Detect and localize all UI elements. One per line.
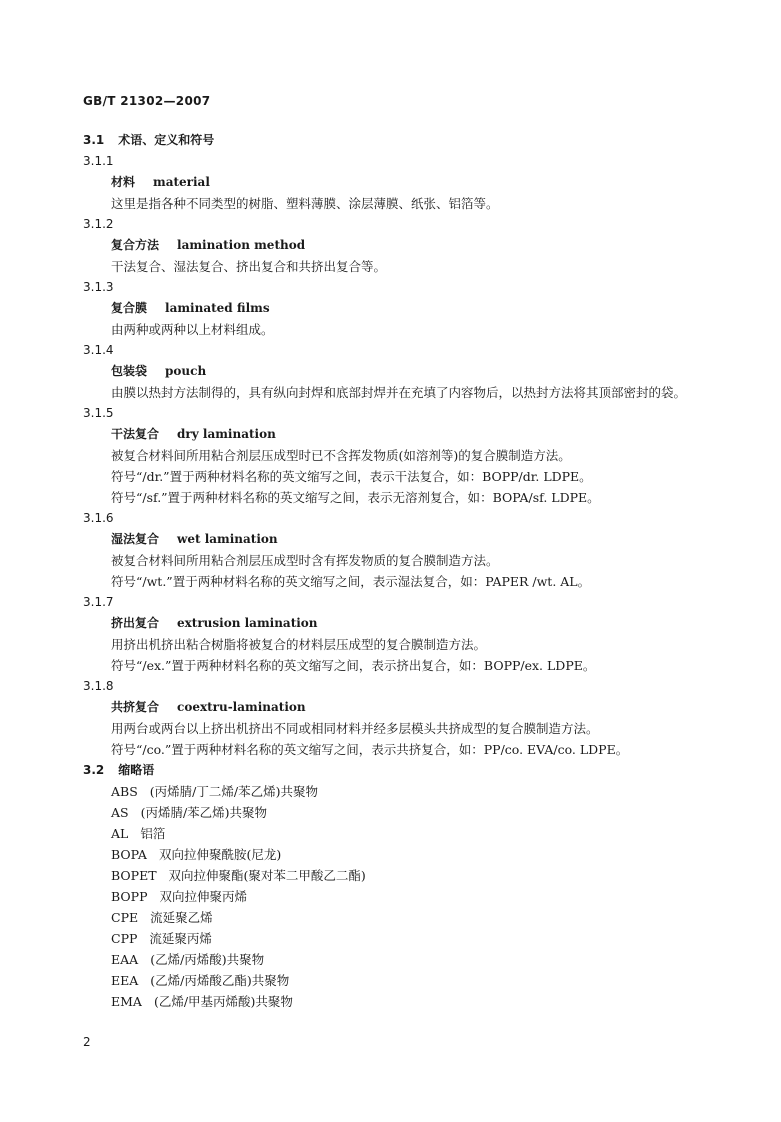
- term-name-cn: 包装袋: [111, 364, 148, 378]
- term-name-en: dry lamination: [177, 427, 276, 441]
- term-name-cn: 共挤复合: [111, 700, 160, 714]
- term-number: 3.1.7: [83, 595, 114, 609]
- term-name-en: coextru-lamination: [177, 700, 306, 714]
- definition-text: 这里是指各种不同类型的树脂、塑料薄膜、涂层薄膜、纸张、铝箔等。: [111, 196, 499, 211]
- definition-text: 由两种或两种以上材料组成。: [111, 322, 274, 337]
- term-name-cn: 复合膜: [111, 301, 148, 315]
- abbreviation-item: [83, 928, 708, 949]
- abbreviation-code: BOPET: [111, 868, 157, 883]
- abbreviation-code: EMA: [111, 994, 142, 1009]
- term-name-cn: 复合方法: [111, 238, 160, 252]
- abbreviation-item: [83, 844, 708, 865]
- term-name-cn: 干法复合: [111, 427, 160, 441]
- abbreviation-code: AS: [111, 805, 129, 820]
- abbreviation-item: [83, 970, 708, 991]
- definition-text: 符号“/sf.”置于两种材料名称的英文缩写之间，表示无溶剂复合，如：BOPA/sf. LDPE。: [111, 490, 600, 505]
- definition-text: 符号“/dr.”置于两种材料名称的英文缩写之间，表示干法复合，如：BOPP/dr. LDPE。: [111, 469, 592, 484]
- definition-text: 符号“/co.”置于两种材料名称的英文缩写之间，表示共挤复合，如：PP/co. EVA/co. LDPE。: [111, 742, 629, 757]
- term-number: 3.1.3: [83, 280, 114, 294]
- term-name-en: laminated films: [165, 301, 270, 315]
- abbreviation-description: (乙烯/丙烯酸)共聚物: [150, 952, 265, 967]
- section-number: 3.2: [83, 763, 105, 777]
- definition-text: 用两台或两台以上挤出机挤出不同或相同材料并经多层模头共挤成型的复合膜制造方法。: [111, 721, 599, 736]
- term-number: 3.1.6: [83, 511, 114, 525]
- abbreviation-list: [83, 781, 708, 1012]
- abbreviation-item: [83, 991, 708, 1012]
- abbreviation-code: EEA: [111, 973, 139, 988]
- terms-list: [83, 151, 708, 760]
- term-heading: [83, 235, 708, 256]
- abbreviation-item: [83, 781, 708, 802]
- definition-text: 符号“/wt.”置于两种材料名称的英文缩写之间，表示湿法复合，如：PAPER /wt. AL。: [111, 574, 591, 589]
- abbreviation-item: [83, 907, 708, 928]
- abbreviation-description: (乙烯/丙烯酸乙酯)共聚物: [150, 973, 290, 988]
- abbreviation-item: [83, 949, 708, 970]
- abbreviation-code: AL: [111, 826, 129, 841]
- definition-text: 被复合材料间所用粘合剂层压成型时含有挥发物质的复合膜制造方法。: [111, 553, 499, 568]
- term-heading: [83, 172, 708, 193]
- term-name-cn: 挤出复合: [111, 616, 160, 630]
- term-number: 3.1.2: [83, 217, 114, 231]
- abbreviation-item: [83, 823, 708, 844]
- definition-text: 用挤出机挤出粘合树脂将被复合的材料层压成型的复合膜制造方法。: [111, 637, 487, 652]
- abbreviation-description: 双向拉伸聚酯(聚对苯二甲酸乙二酯): [168, 868, 366, 883]
- term-heading: [83, 697, 708, 718]
- section-heading-3-2: [83, 760, 708, 781]
- abbreviation-description: 流延聚乙烯: [150, 910, 213, 925]
- definition-text: 干法复合、湿法复合、挤出复合和共挤出复合等。: [111, 259, 387, 274]
- section-title: 术语、定义和符号: [118, 133, 215, 147]
- term-number: 3.1.4: [83, 343, 114, 357]
- page-number: 2: [83, 1035, 91, 1049]
- term-name-en: extrusion lamination: [177, 616, 318, 630]
- term-heading: [83, 529, 708, 550]
- term-heading: [83, 298, 708, 319]
- abbreviation-description: (乙烯/甲基丙烯酸)共聚物: [153, 994, 293, 1009]
- abbreviation-description: (丙烯腈/苯乙烯)共聚物: [140, 805, 268, 820]
- term-name-en: wet lamination: [177, 532, 278, 546]
- term-name-en: material: [153, 175, 210, 189]
- term-heading: [83, 424, 708, 445]
- term-number: 3.1.8: [83, 679, 114, 693]
- definition-text: 由膜以热封方法制得的，具有纵向封焊和底部封焊并在充填了内容物后，以热封方法将其顶部密封的袋。: [111, 385, 687, 400]
- abbreviation-item: [83, 865, 708, 886]
- abbreviation-description: 铝箔: [140, 826, 166, 841]
- abbreviation-code: CPP: [111, 931, 138, 946]
- abbreviation-code: CPE: [111, 910, 139, 925]
- term-heading: [83, 361, 708, 382]
- abbreviation-code: BOPP: [111, 889, 148, 904]
- abbreviation-description: 双向拉伸聚酰胺(尼龙): [158, 847, 282, 862]
- definition-text: 符号“/ex.”置于两种材料名称的英文缩写之间，表示挤出复合，如：BOPP/ex. LDPE。: [111, 658, 596, 673]
- abbreviation-code: ABS: [111, 784, 138, 799]
- term-heading: [83, 613, 708, 634]
- section-number: 3.1: [83, 133, 105, 147]
- abbreviation-description: (丙烯腈/丁二烯/苯乙烯)共聚物: [149, 784, 318, 799]
- standard-number: GB/T 21302—2007: [83, 94, 211, 108]
- abbreviation-description: 双向拉伸聚丙烯: [159, 889, 248, 904]
- definition-text: 被复合材料间所用粘合剂层压成型时已不含挥发物质(如溶剂等)的复合膜制造方法。: [111, 448, 571, 463]
- term-name-en: lamination method: [177, 238, 306, 252]
- term-number: 3.1.1: [83, 154, 114, 168]
- term-name-cn: 湿法复合: [111, 532, 160, 546]
- abbreviation-item: [83, 886, 708, 907]
- term-name-cn: 材料: [111, 175, 136, 189]
- section-title: 缩略语: [118, 763, 155, 777]
- abbreviation-description: 流延聚丙烯: [149, 931, 212, 946]
- abbreviation-code: BOPA: [111, 847, 147, 862]
- abbreviation-code: EAA: [111, 952, 139, 967]
- term-name-en: pouch: [165, 364, 207, 378]
- section-heading-3-1: [83, 130, 708, 151]
- abbreviation-item: [83, 802, 708, 823]
- content-body: [83, 130, 708, 1012]
- term-number: 3.1.5: [83, 406, 114, 420]
